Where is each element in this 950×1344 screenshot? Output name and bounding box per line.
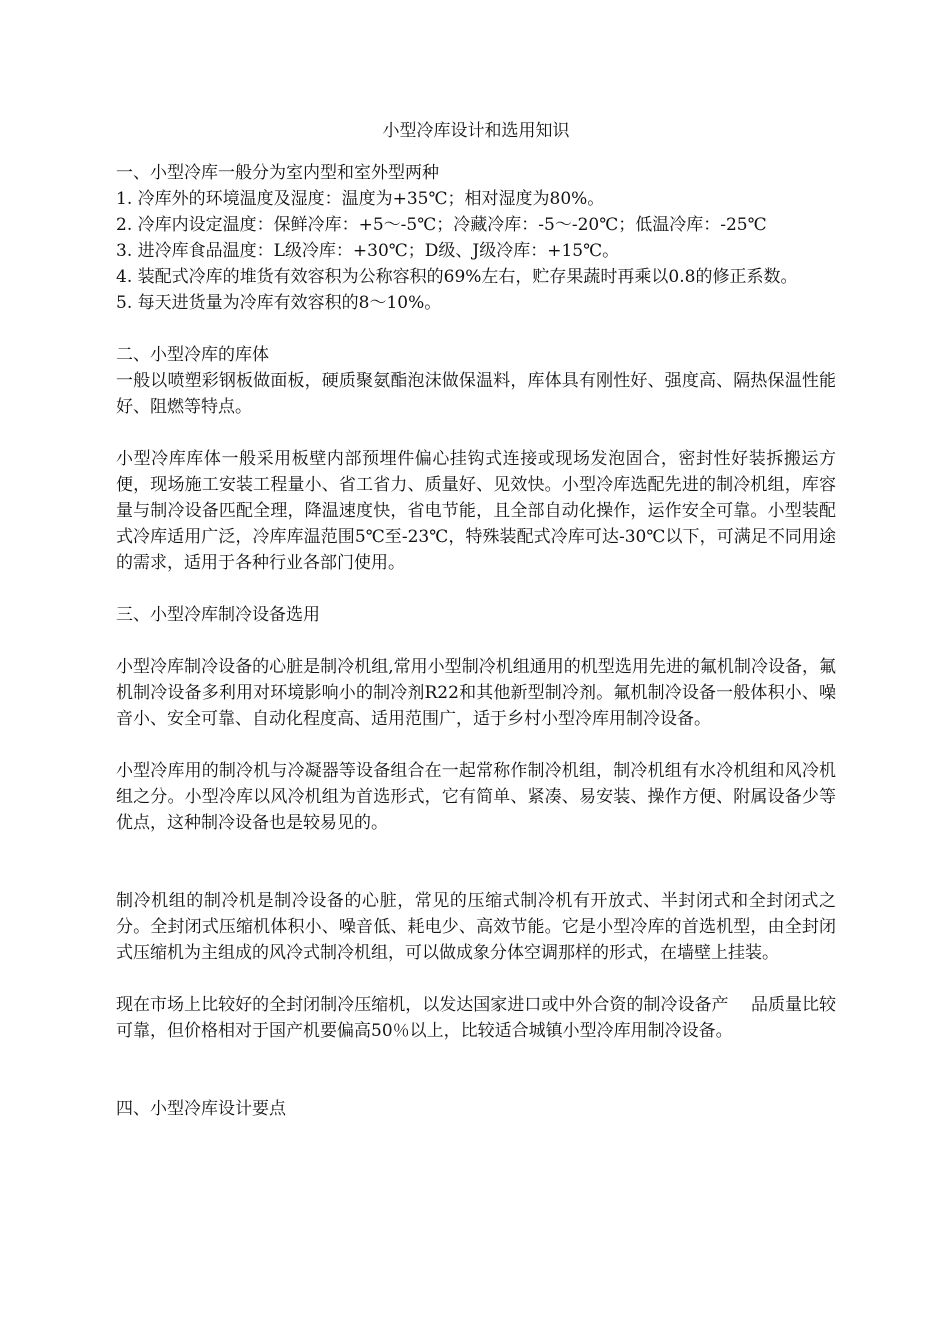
spacer — [116, 1044, 836, 1096]
section-1-item: 5. 每天进货量为冷库有效容积的8～10%。 — [116, 293, 442, 313]
spacer — [116, 732, 836, 758]
spacer — [116, 628, 836, 654]
section-3-paragraph: 制冷机组的制冷机是制冷设备的心脏，常见的压缩式制冷机有开放式、半封闭式和全封闭式之分。全封闭式压缩机体积小、噪音低、耗电少、高效节能。它是小型冷库的首选机型，由全封闭式压缩机为主组成的风冷式制冷机组，可以做成象分体空调那样的形式，在墙壁上挂装。 — [116, 891, 836, 963]
document-title: 小型冷库设计和选用知识 — [382, 121, 570, 141]
section-2-heading: 二、小型冷库的库体 — [116, 345, 269, 365]
section-3-heading: 三、小型冷库制冷设备选用 — [116, 605, 320, 625]
section-3-paragraph: 小型冷库制冷设备的心脏是制冷机组,常用小型制冷机组通用的机型选用先进的氟机制冷设备，氟机制冷设备多利用对环境影响小的制冷剂R22和其他新型制冷剂。氟机制冷设备一般体积小、噪音小、安全可靠、自动化程度高、适用范围广，适于乡村小型冷库用制冷设备。 — [116, 657, 836, 729]
section-1-item: 4. 装配式冷库的堆货有效容积为公称容积的69%左右，贮存果蔬时再乘以0.8的修正系数。 — [116, 267, 798, 287]
spacer — [116, 966, 836, 992]
spacer — [116, 576, 836, 602]
section-3-paragraph: 现在市场上比较好的全封闭制冷压缩机，以发达国家进口或中外合资的制冷设备产 品质量比较可靠，但价格相对于国产机要偏高50％以上，比较适合城镇小型冷库用制冷设备。 — [116, 995, 836, 1041]
spacer — [116, 316, 836, 342]
spacer — [116, 420, 836, 446]
section-1-heading: 一、小型冷库一般分为室内型和室外型两种 — [116, 163, 439, 183]
spacer — [116, 836, 836, 888]
section-2-paragraph: 一般以喷塑彩钢板做面板，硬质聚氨酯泡沫做保温料，库体具有刚性好、强度高、隔热保温性能好、阻燃等特点。 — [116, 371, 836, 417]
section-1-item: 3. 进冷库食品温度：L级冷库：+30℃；D级、J级冷库：+15℃。 — [116, 241, 620, 261]
section-4-heading: 四、小型冷库设计要点 — [116, 1099, 286, 1119]
section-3-paragraph: 小型冷库用的制冷机与冷凝器等设备组合在一起常称作制冷机组，制冷机组有水冷机组和风冷机组之分。小型冷库以风冷机组为首选形式，它有简单、紧凑、易安装、操作方便、附属设备少等优点，这种制冷设备也是较易见的。 — [116, 761, 836, 833]
section-1-item: 2. 冷库内设定温度：保鲜冷库：+5～-5℃；冷藏冷库：-5～-20℃；低温冷库：-25℃ — [116, 215, 767, 235]
section-1-item: 1. 冷库外的环境温度及湿度：温度为+35℃；相对湿度为80%。 — [116, 189, 605, 209]
section-2-paragraph: 小型冷库库体一般采用板壁内部预埋件偏心挂钩式连接或现场发泡固合，密封性好装拆搬运方便，现场施工安装工程量小、省工省力、质量好、见效快。小型冷库选配先进的制冷机组，库容量与制冷设备匹配全理，降温速度快，省电节能，且全部自动化操作，运作安全可靠。小型装配式冷库适用广泛，冷库库温范围5℃至-23℃，特殊装配式冷库可达-30℃以下，可满足不同用途的需求，适用于各种行业各部门使用。 — [116, 449, 836, 573]
document-page — [116, 118, 836, 1122]
